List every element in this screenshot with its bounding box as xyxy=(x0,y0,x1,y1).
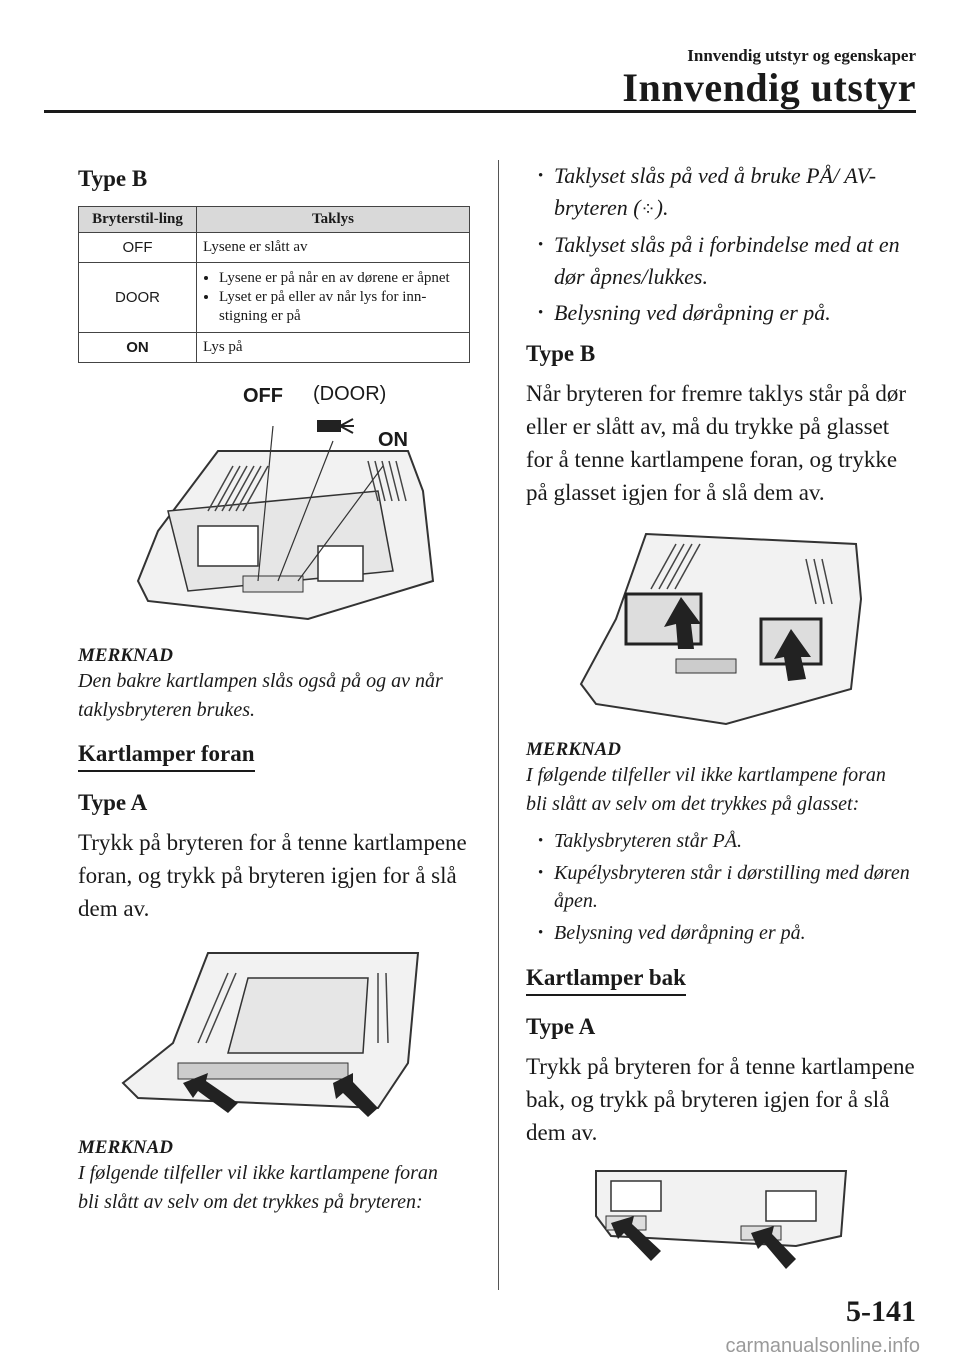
bullet-suffix: ). xyxy=(655,195,669,220)
list-item: • Taklyset slås på i forbindelse med at en dør åpnes/lukkes. xyxy=(554,229,926,293)
note-title: MERKNAD xyxy=(78,1137,174,1158)
table-header-position: Bryterstil-ling xyxy=(79,207,197,233)
section-heading-front-map-lamps: Kartlamper foran xyxy=(78,741,255,772)
list-item: • Lyset er på eller av når lys for inn-stigning er på xyxy=(219,288,463,326)
symbol-on: ON xyxy=(79,333,197,363)
watermark: carmanualsonline.info xyxy=(725,1335,920,1357)
type-a-text: Trykk på bryteren for å tenne kartlampene bak, og trykk på bryteren igjen for å slå dem av. xyxy=(526,1054,915,1145)
type-b-heading: Type B xyxy=(526,341,596,366)
row-text: Lysene er slått av xyxy=(197,233,470,263)
symbol-door: DOOR xyxy=(79,263,197,333)
section-heading-rear-map-lamps: Kartlamper bak xyxy=(526,965,686,996)
front-map-lamp-type-b-drawing xyxy=(526,519,916,729)
rear-map-lamp-figure xyxy=(526,1161,916,1271)
note-title: MERKNAD xyxy=(526,739,622,760)
list-item xyxy=(554,160,926,225)
list-item: • Kupélysbryteren står i dørstilling med døren åpen. xyxy=(554,859,926,915)
note-bullet-list xyxy=(532,827,926,947)
type-a-heading: Type A xyxy=(78,790,148,815)
list-item: • Belysning ved døråpning er på. xyxy=(554,919,926,947)
header-chapter: Innvendig utstyr xyxy=(622,65,916,110)
header-rule xyxy=(44,110,916,113)
bullet-list xyxy=(532,160,926,329)
type-a-text: Trykk på bryteren for å tenne kartlampene foran, og trykk på bryteren igjen for å slå dem av. xyxy=(78,830,467,921)
switch-table xyxy=(78,206,470,363)
light-icon: ⁘ xyxy=(640,199,656,219)
right-column xyxy=(526,160,926,1271)
type-b-heading: Type B xyxy=(78,166,148,191)
figure-label-door-text: DOOR xyxy=(319,383,380,405)
list-item: • Lysene er på når en av dørene er åpnet xyxy=(219,269,463,288)
list-item: • Taklysbryteren står PÅ. xyxy=(554,827,926,855)
row-list xyxy=(197,263,470,333)
rear-map-lamp-drawing xyxy=(526,1161,916,1271)
left-column xyxy=(78,160,478,1217)
note-title: MERKNAD xyxy=(78,645,174,666)
row-text: Lys på xyxy=(197,333,470,363)
bullet-text: Taklyset slås på ved å bruke PÅ/ AV-bryteren ( xyxy=(554,163,877,220)
front-map-lamp-type-b-figure xyxy=(526,519,916,729)
figure-label-door: (DOOR) xyxy=(313,383,387,405)
header-section: Innvendig utstyr og egenskaper xyxy=(687,46,916,65)
note-text: I følgende tilfeller vil ikke kartlampene foran bli slått av selv om det trykkes på bryteren: xyxy=(78,1162,438,1213)
front-map-lamp-figure xyxy=(78,933,478,1133)
note-text: I følgende tilfeller vil ikke kartlampene foran bli slått av selv om det trykkes på glasset: xyxy=(526,764,886,815)
type-a-heading: Type A xyxy=(526,1014,596,1039)
note-text: Den bakre kartlampen slås også på og av når taklysbryteren brukes. xyxy=(78,670,443,721)
overhead-console-figure xyxy=(78,381,478,631)
overhead-console-drawing xyxy=(78,381,478,631)
figure-label-off: OFF xyxy=(243,385,283,407)
table-header-light: Taklys xyxy=(197,207,470,233)
figure-label-on: ON xyxy=(378,429,408,451)
type-b-text: Når bryteren for fremre taklys står på dør eller er slått av, må du trykke på glasset for å tenne kartlampene foran, og trykke på glasset igjen for å slå dem av. xyxy=(526,381,906,505)
symbol-off: OFF xyxy=(79,233,197,263)
column-divider xyxy=(498,160,499,1290)
table-row xyxy=(79,263,470,333)
front-map-lamp-drawing xyxy=(78,933,478,1133)
list-item: • Belysning ved døråpning er på. xyxy=(554,297,926,329)
page-number: 5-141 xyxy=(846,1295,916,1328)
table-row xyxy=(79,233,470,263)
table-row xyxy=(79,333,470,363)
